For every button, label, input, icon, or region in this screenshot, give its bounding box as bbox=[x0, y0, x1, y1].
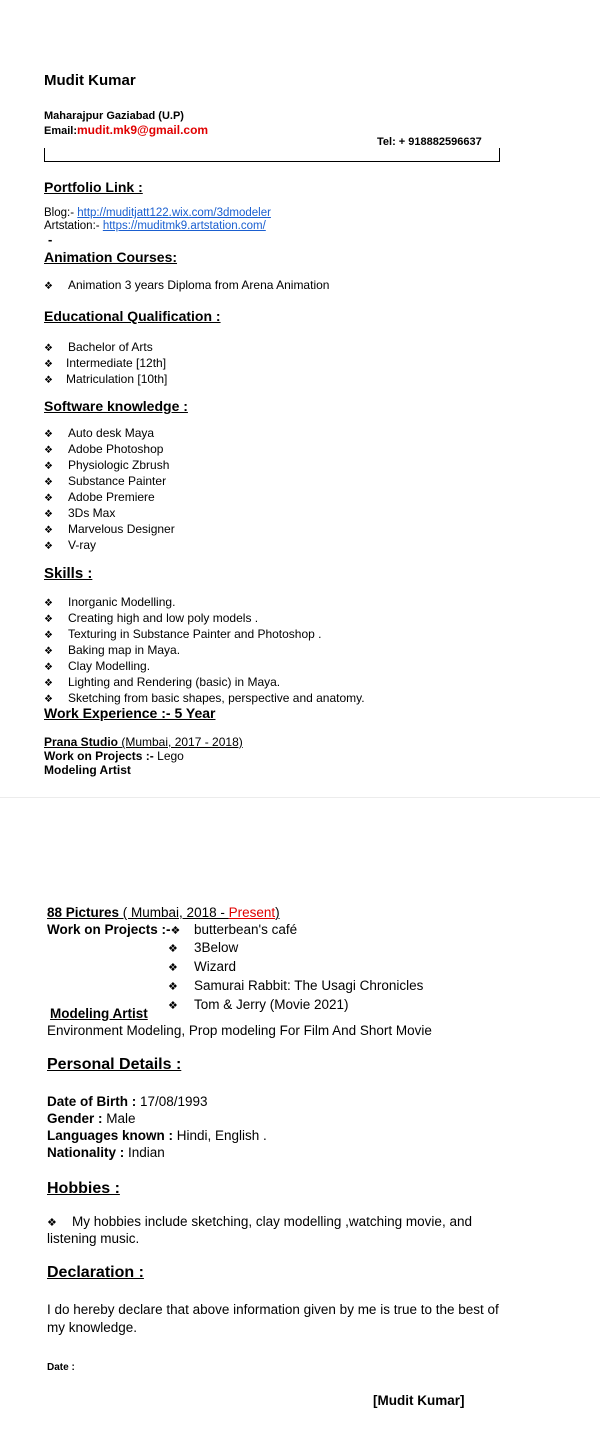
diamond-bullet-icon: ❖ bbox=[44, 429, 53, 440]
diamond-bullet-icon: ❖ bbox=[44, 646, 53, 657]
date-label: Date : bbox=[47, 1362, 75, 1373]
education-heading: Educational Qualification : bbox=[44, 308, 221, 324]
diamond-bullet-icon: ❖ bbox=[44, 359, 53, 370]
education-list bbox=[44, 340, 167, 388]
list-item: ❖ Animation 3 years Diploma from Arena Animation bbox=[44, 278, 330, 292]
diamond-bullet-icon: ❖ bbox=[44, 281, 53, 292]
skills-list bbox=[44, 595, 365, 707]
dash-marker: - bbox=[48, 232, 53, 247]
diamond-bullet-icon: ❖ bbox=[44, 694, 53, 705]
declaration-heading: Declaration : bbox=[47, 1264, 144, 1281]
list-item: ❖ Texturing in Substance Painter and Photoshop . bbox=[44, 627, 322, 641]
nationality-line: Nationality : Indian bbox=[47, 1145, 165, 1160]
telephone: Tel: + 918882596637 bbox=[377, 136, 482, 148]
diamond-bullet-icon: ❖ bbox=[168, 1000, 178, 1012]
list-item: ❖ Sketching from basic shapes, perspective and anatomy. bbox=[44, 691, 365, 705]
resume-page-2 bbox=[0, 800, 600, 1429]
job1-projects-line bbox=[44, 749, 184, 763]
diamond-bullet-icon: ❖ bbox=[44, 477, 53, 488]
blog-link[interactable]: http://muditjatt122.wix.com/3dmodeler bbox=[77, 207, 271, 219]
diamond-bullet-icon: ❖ bbox=[168, 981, 178, 993]
dob-value: 17/08/1993 bbox=[140, 1094, 208, 1109]
list-item: ❖ Intermediate [12th] bbox=[44, 356, 167, 370]
diamond-bullet-icon: ❖ bbox=[44, 614, 53, 625]
job2-period-end: ) bbox=[275, 905, 280, 920]
list-item: ❖ Marvelous Designer bbox=[44, 522, 175, 536]
job2-role: Modeling Artist bbox=[50, 1006, 148, 1021]
portfolio-heading: Portfolio Link : bbox=[44, 179, 143, 195]
declaration-line-1: I do hereby declare that above information given by me is true to the best of bbox=[47, 1302, 499, 1317]
address: Maharajpur Gaziabad (U.P) bbox=[44, 110, 184, 122]
diamond-bullet-icon: ❖ bbox=[44, 375, 53, 386]
diamond-bullet-icon: ❖ bbox=[44, 678, 53, 689]
diamond-bullet-icon: ❖ bbox=[44, 598, 53, 609]
list-item: ❖ Physiologic Zbrush bbox=[44, 458, 170, 472]
list-item: ❖ 3Below bbox=[168, 939, 423, 958]
languages-value: Hindi, English . bbox=[176, 1128, 267, 1143]
job2-project-first: butterbean's café bbox=[194, 922, 298, 937]
list-item: ❖ Adobe Premiere bbox=[44, 490, 155, 504]
list-item: ❖ Inorganic Modelling. bbox=[44, 595, 176, 609]
diamond-bullet-icon: ❖ bbox=[168, 962, 178, 974]
list-item: ❖ Adobe Photoshop bbox=[44, 442, 164, 456]
languages-line: Languages known : Hindi, English . bbox=[47, 1128, 267, 1143]
list-item: ❖ Matriculation [10th] bbox=[44, 372, 168, 386]
diamond-bullet-icon: ❖ bbox=[44, 493, 53, 504]
list-item: ❖ Substance Painter bbox=[44, 474, 167, 488]
skills-heading: Skills : bbox=[44, 565, 93, 582]
diamond-bullet-icon: ❖ bbox=[168, 943, 178, 955]
list-item: ❖ Samurai Rabbit: The Usagi Chronicles bbox=[168, 977, 423, 996]
job2-projects-label-line bbox=[47, 922, 180, 937]
list-item: ❖ Auto desk Maya bbox=[44, 426, 155, 440]
animation-heading: Animation Courses: bbox=[44, 249, 178, 265]
job2-projects-label: Work on Projects :- bbox=[47, 922, 171, 937]
email-line bbox=[44, 123, 208, 137]
diamond-bullet-icon: ❖ bbox=[44, 445, 53, 456]
job2-projects-list bbox=[168, 939, 423, 1015]
list-item: ❖ Clay Modelling. bbox=[44, 659, 151, 673]
job2-period-start: ( Mumbai, 2018 - bbox=[119, 905, 229, 920]
gender-line: Gender : Male bbox=[47, 1111, 136, 1126]
job2-description: Environment Modeling, Prop modeling For Film And Short Movie bbox=[47, 1023, 432, 1038]
job1-company: Prana Studio bbox=[44, 735, 119, 749]
email-address[interactable]: mudit.mk9@gmail.com bbox=[77, 123, 209, 137]
list-item: ❖ Wizard bbox=[168, 958, 423, 977]
hobbies-line-2: listening music. bbox=[47, 1231, 140, 1246]
software-list bbox=[44, 426, 175, 554]
list-item: ❖ Baking map in Maya. bbox=[44, 643, 181, 657]
header-divider bbox=[44, 148, 500, 162]
diamond-bullet-icon: ❖ bbox=[44, 525, 53, 536]
nationality-value: Indian bbox=[128, 1145, 165, 1160]
hobbies-line-1: ❖ My hobbies include sketching, clay modelling ,watching movie, and bbox=[47, 1214, 472, 1229]
artstation-line bbox=[44, 220, 266, 232]
job2-company: 88 Pictures bbox=[47, 905, 120, 920]
job2-present: Present bbox=[228, 905, 276, 920]
personal-heading: Personal Details : bbox=[47, 1056, 182, 1073]
artstation-label: Artstation:- bbox=[44, 220, 103, 232]
diamond-bullet-icon: ❖ bbox=[44, 662, 53, 673]
dob-line: Date of Birth : 17/08/1993 bbox=[47, 1094, 208, 1109]
job1-period: (Mumbai, 2017 - 2018) bbox=[118, 735, 243, 749]
diamond-bullet-icon: ❖ bbox=[170, 925, 181, 937]
job2-company-line bbox=[47, 905, 280, 920]
list-item: ❖ 3Ds Max bbox=[44, 506, 116, 520]
diamond-bullet-icon: ❖ bbox=[44, 541, 53, 552]
list-item: ❖ Lighting and Rendering (basic) in Maya. bbox=[44, 675, 281, 689]
gender-value: Male bbox=[106, 1111, 136, 1126]
list-item: ❖ Tom & Jerry (Movie 2021) bbox=[168, 996, 423, 1015]
diamond-bullet-icon: ❖ bbox=[44, 461, 53, 472]
diamond-bullet-icon: ❖ bbox=[47, 1217, 57, 1229]
list-item: ❖ Bachelor of Arts bbox=[44, 340, 153, 354]
hobbies-heading: Hobbies : bbox=[47, 1180, 120, 1197]
software-heading: Software knowledge : bbox=[44, 398, 188, 414]
declaration-line-2: my knowledge. bbox=[47, 1320, 138, 1335]
list-item: ❖ V-ray bbox=[44, 538, 97, 552]
job1-company-line bbox=[44, 735, 243, 749]
job1-role: Modeling Artist bbox=[44, 763, 131, 777]
blog-label: Blog:- bbox=[44, 207, 78, 219]
blog-line bbox=[44, 207, 271, 219]
diamond-bullet-icon: ❖ bbox=[44, 343, 53, 354]
diamond-bullet-icon: ❖ bbox=[44, 630, 53, 641]
list-item: ❖ Creating high and low poly models . bbox=[44, 611, 259, 625]
job1-projects-label: Work on Projects :- bbox=[44, 749, 158, 763]
artstation-link[interactable]: https://muditmk9.artstation.com/ bbox=[102, 220, 266, 232]
candidate-name: Mudit Kumar bbox=[44, 72, 136, 89]
email-label: Email: bbox=[44, 125, 78, 137]
signature: [Mudit Kumar] bbox=[373, 1393, 465, 1408]
diamond-bullet-icon: ❖ bbox=[44, 509, 53, 520]
animation-list bbox=[44, 278, 329, 294]
experience-heading: Work Experience :- 5 Year bbox=[44, 705, 216, 721]
job1-projects: Lego bbox=[157, 749, 184, 763]
